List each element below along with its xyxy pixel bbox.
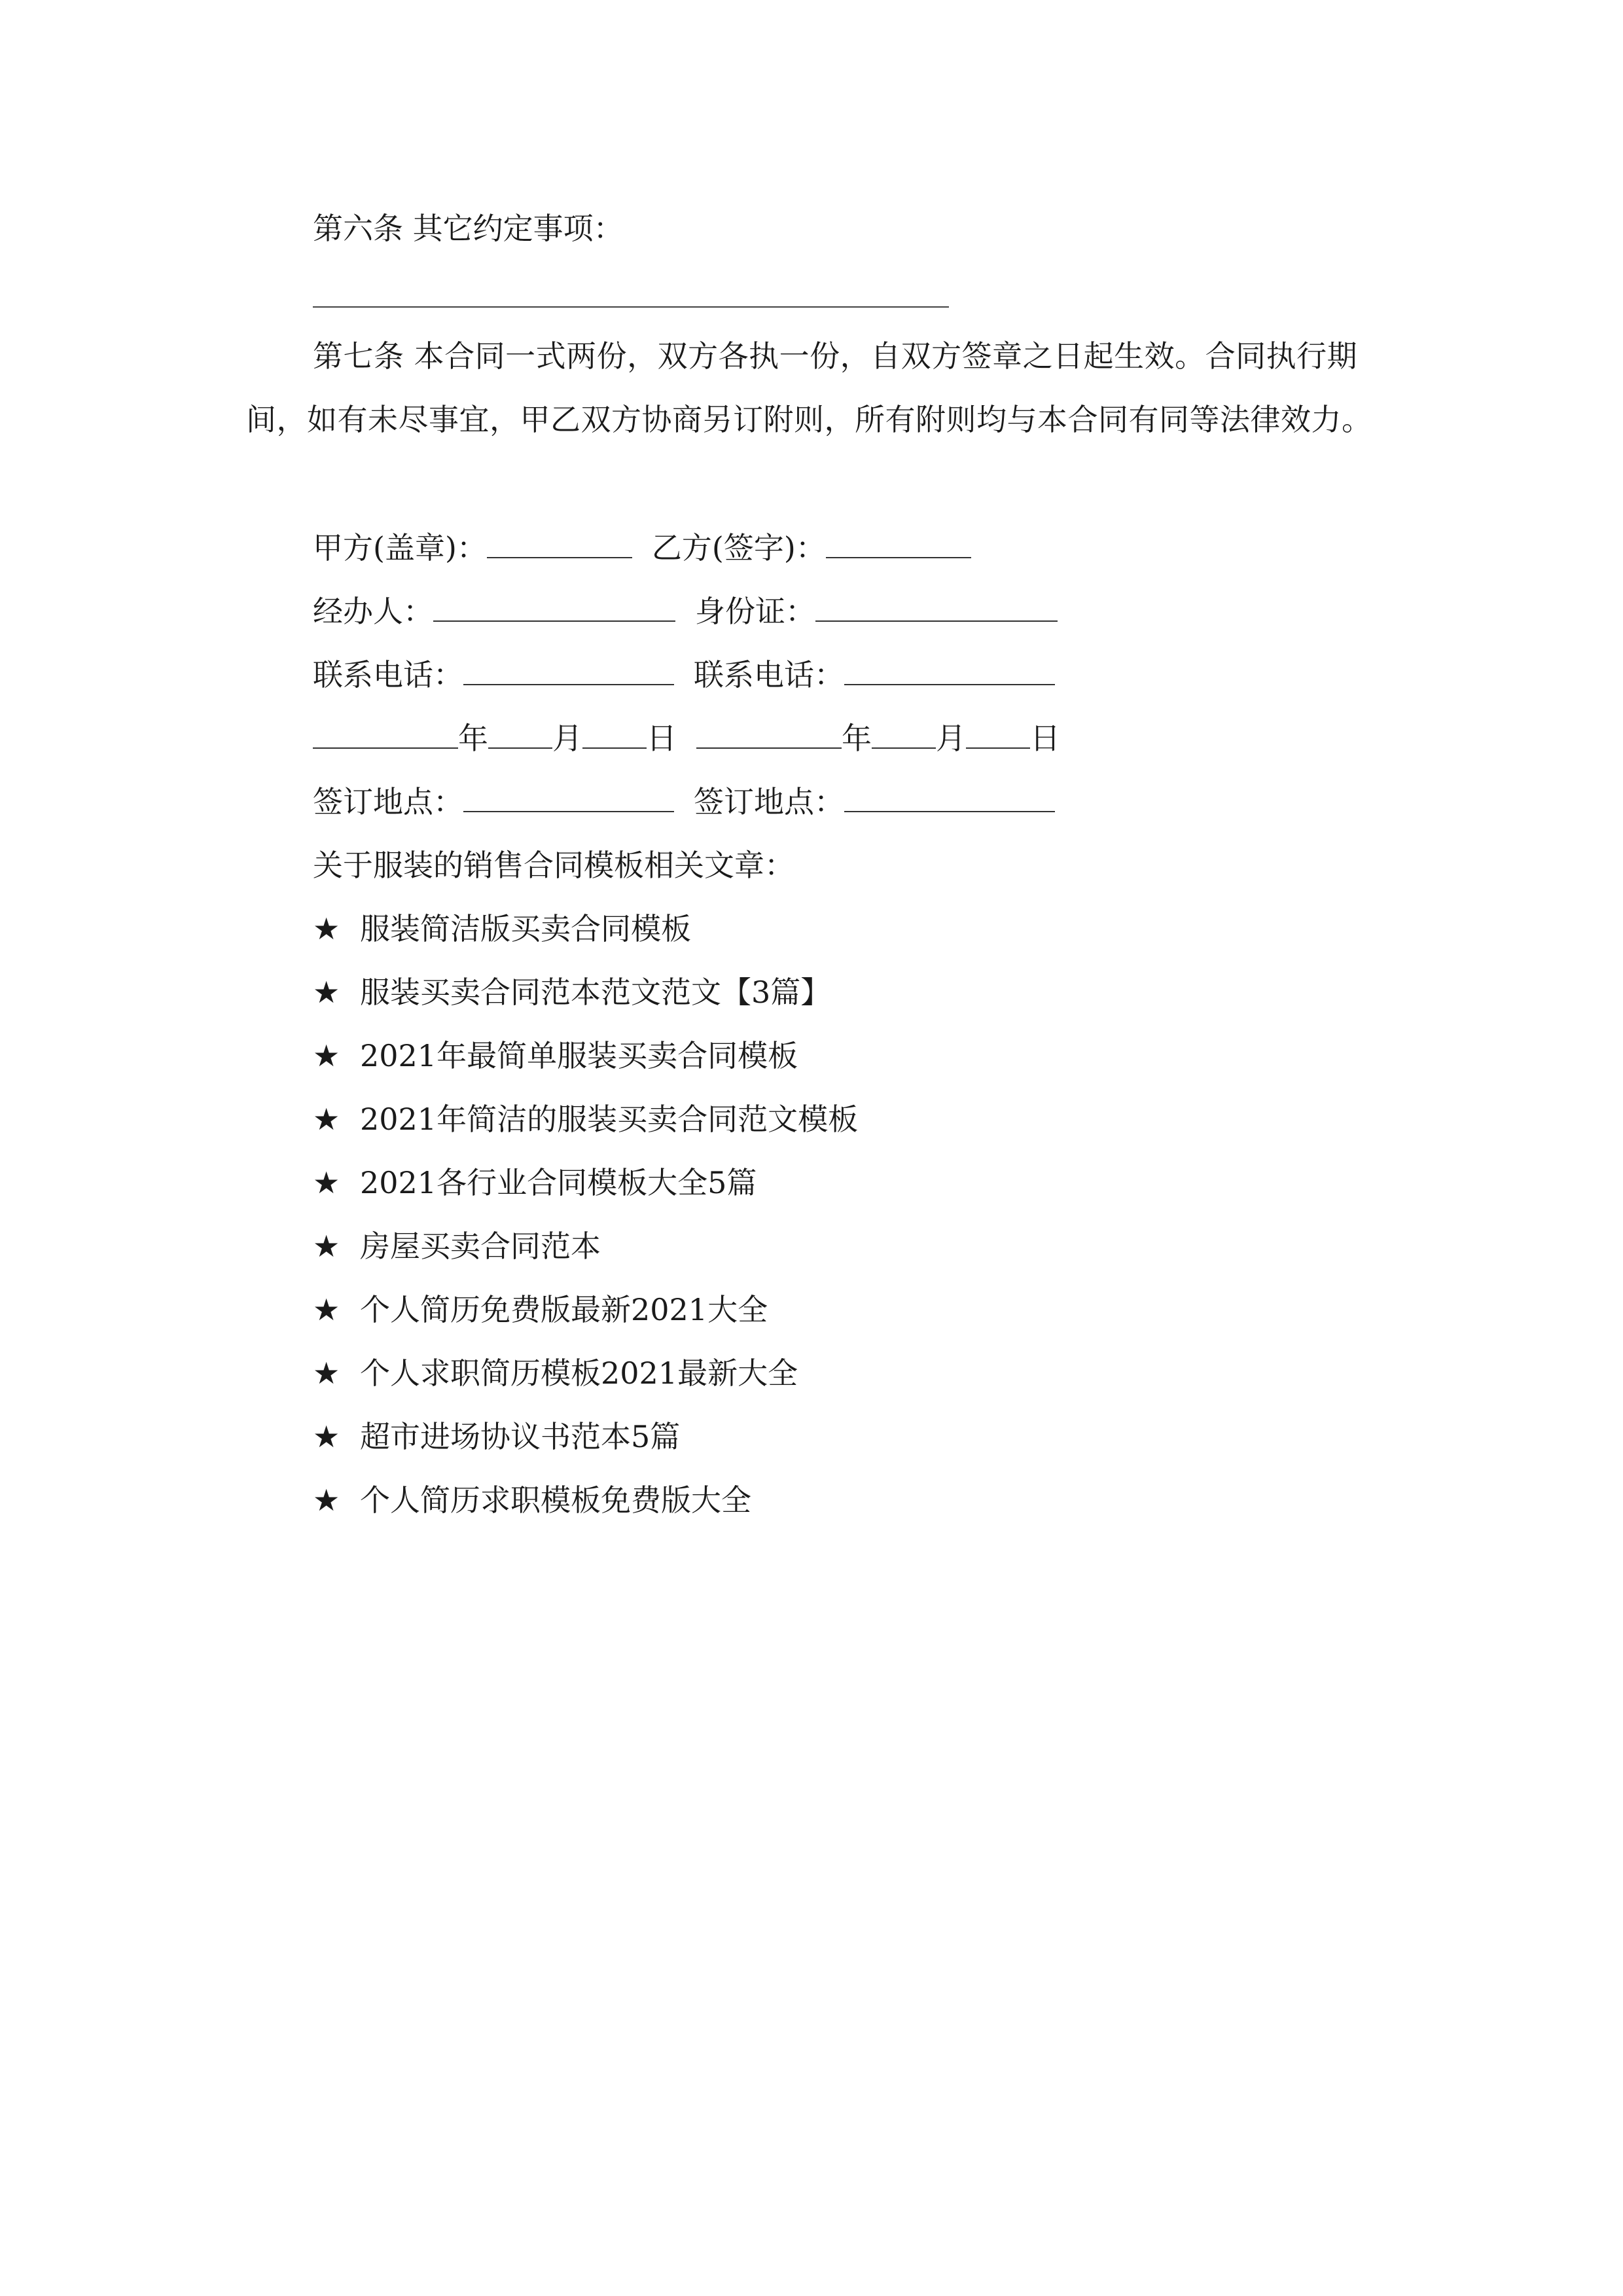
star-icon: ★ <box>313 1165 340 1200</box>
sign-row-party <box>313 530 971 565</box>
related-heading: 关于服装的销售合同模板相关文章： <box>313 848 794 883</box>
star-icon: ★ <box>313 975 340 1010</box>
related-link-label: 个人求职简历模板2021最新大全 <box>360 1355 798 1391</box>
place-a-label: 签订地点： <box>313 784 463 819</box>
related-link[interactable] <box>313 1292 768 1327</box>
related-link[interactable] <box>313 1355 798 1391</box>
star-icon: ★ <box>313 1229 340 1264</box>
month-b-label: 月 <box>936 721 966 756</box>
related-link[interactable] <box>313 1165 757 1200</box>
related-link-label: 超市进场协议书范本5篇 <box>360 1419 681 1454</box>
month-a-label: 月 <box>552 721 582 756</box>
year-a-label: 年 <box>458 721 488 756</box>
party-b-label: 乙方(签字)： <box>651 530 826 565</box>
agent-blank <box>433 620 675 622</box>
phone-a-blank <box>463 683 674 685</box>
star-icon: ★ <box>313 1102 340 1137</box>
sign-row-agent <box>313 594 1058 629</box>
party-a-blank <box>487 556 632 558</box>
place-b-blank <box>844 810 1055 812</box>
day-a-label: 日 <box>647 721 677 756</box>
year-b-blank <box>696 747 842 749</box>
related-link-label: 房屋买卖合同范本 <box>360 1229 601 1264</box>
sign-row-place <box>313 784 1055 819</box>
day-b-label: 日 <box>1030 721 1060 756</box>
article-7-paragraph: 第七条 本合同一式两份，双方各执一份，自双方签章之日起生效。合同执行期间，如有未尽事宜，甲乙双方协商另订附则，所有附则均与本合同有同等法律效力。 <box>246 338 1372 437</box>
phone-b-blank <box>844 683 1055 685</box>
month-b-blank <box>872 747 936 749</box>
month-a-blank <box>488 747 552 749</box>
party-b-blank <box>826 556 971 558</box>
agent-label: 经办人： <box>313 594 433 629</box>
star-icon: ★ <box>313 1292 340 1327</box>
place-b-label: 签订地点： <box>694 784 844 819</box>
related-link-label: 2021年最简单服装买卖合同模板 <box>360 1038 798 1073</box>
related-link-label: 2021年简洁的服装买卖合同范文模板 <box>360 1102 859 1137</box>
star-icon: ★ <box>313 1038 340 1073</box>
related-link-label: 个人简历免费版最新2021大全 <box>360 1292 768 1327</box>
related-link-label: 个人简历求职模板免费版大全 <box>360 1482 751 1518</box>
related-link[interactable] <box>313 911 691 946</box>
star-icon: ★ <box>313 1355 340 1391</box>
id-label: 身份证： <box>695 594 815 629</box>
related-link[interactable] <box>313 975 831 1010</box>
year-b-label: 年 <box>842 721 872 756</box>
phone-a-label: 联系电话： <box>313 657 463 692</box>
party-a-label: 甲方(盖章)： <box>313 530 487 565</box>
day-b-blank <box>966 747 1030 749</box>
related-link[interactable] <box>313 1038 798 1073</box>
article-6-blank-line <box>313 306 949 308</box>
id-blank <box>815 620 1058 622</box>
day-a-blank <box>582 747 647 749</box>
sign-row-date <box>313 721 1060 756</box>
year-a-blank <box>313 747 458 749</box>
phone-b-label: 联系电话： <box>694 657 844 692</box>
star-icon: ★ <box>313 1482 340 1518</box>
article-6-heading: 第六条 其它约定事项： <box>313 211 624 246</box>
related-link[interactable] <box>313 1102 859 1137</box>
related-link[interactable] <box>313 1419 681 1454</box>
star-icon: ★ <box>313 911 340 946</box>
related-link-label: 2021各行业合同模板大全5篇 <box>360 1165 757 1200</box>
star-icon: ★ <box>313 1419 340 1454</box>
related-link[interactable] <box>313 1482 751 1518</box>
related-link-label: 服装买卖合同范本范文范文【3篇】 <box>360 975 831 1010</box>
related-link-label: 服装简洁版买卖合同模板 <box>360 911 691 946</box>
sign-row-phone <box>313 657 1055 692</box>
related-link[interactable] <box>313 1229 601 1264</box>
place-a-blank <box>463 810 674 812</box>
